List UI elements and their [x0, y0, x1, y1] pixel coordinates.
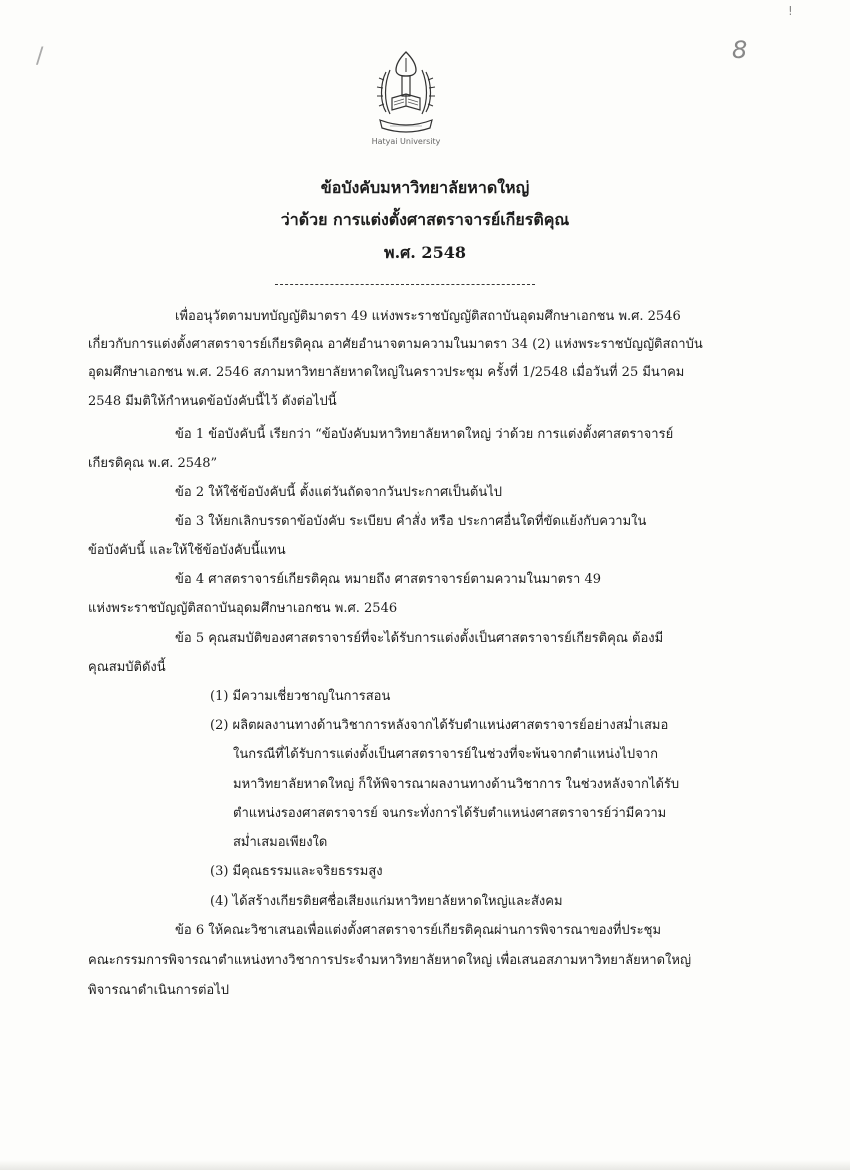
qualification-item-2-cont: มหาวิทยาลัยหาดใหญ่ ก็ให้พิจารณาผลงานทางด้านวิชาการ ในช่วงหลังจากได้รับ [233, 777, 680, 792]
university-seal-logo [372, 50, 440, 142]
preamble-line: 2548 มีมติให้กำหนดข้อบังคับนี้ไว้ ดังต่อไปนี้ [88, 394, 337, 409]
preamble-line: เพื่ออนุวัตตามบทบัญญัติมาตรา 49 แห่งพระราชบัญญัติสถาบันอุดมศึกษาเอกชน พ.ศ. 2546 [175, 309, 681, 324]
clause-6-cont: พิจารณาดำเนินการต่อไป [88, 983, 229, 998]
clause-5-cont: คุณสมบัติดังนี้ [88, 660, 166, 675]
clause-4-cont: แห่งพระราชบัญญัติสถาบันอุดมศึกษาเอกชน พ.ศ. 2546 [88, 601, 398, 616]
qualification-item-2-cont: ตำแหน่งรองศาสตราจารย์ จนกระทั่งการได้รับตำแหน่งศาสตราจารย์ว่ามีความ [233, 806, 667, 821]
qualification-item-1: (1) มีความเชี่ยวชาญในการสอน [210, 689, 391, 704]
clause-3: ข้อ 3 ให้ยกเลิกบรรดาข้อบังคับ ระเบียบ คำสั่ง หรือ ประกาศอื่นใดที่ขัดแย้งกับความใน [175, 514, 647, 529]
qualification-item-2: (2) ผลิตผลงานทางด้านวิชาการหลังจากได้รับตำแหน่งศาสตราจารย์อย่างสม่ำเสมอ [210, 718, 669, 733]
clause-3-cont: ข้อบังคับนี้ และให้ใช้ข้อบังคับนี้แทน [88, 543, 286, 558]
clause-6-cont: คณะกรรมการพิจารณาตำแหน่งทางวิชาการประจำมหาวิทยาลัยหาดใหญ่ เพื่อเสนอสภามหาวิทยาลัยหาดใหญ่ [88, 953, 692, 968]
preamble-line: อุดมศึกษาเอกชน พ.ศ. 2546 สภามหาวิทยาลัยหาดใหญ่ในคราวประชุม ครั้งที่ 1/2548 เมื่อวันที่ 25 มีนาคม [88, 365, 685, 380]
clause-5: ข้อ 5 คุณสมบัติของศาสตราจารย์ที่จะได้รับการแต่งตั้งเป็นศาสตราจารย์เกียรติคุณ ต้องมี [175, 631, 664, 646]
qualification-item-2-cont: ในกรณีที่ได้รับการแต่งตั้งเป็นศาสตราจารย์ในช่วงที่จะพ้นจากตำแหน่งไปจาก [233, 747, 658, 762]
clause-1: ข้อ 1 ข้อบังคับนี้ เรียกว่า “ข้อบังคับมหาวิทยาลัยหาดใหญ่ ว่าด้วย การแต่งตั้งศาสตราจารย์ [175, 427, 674, 442]
corner-mark: ! [788, 4, 793, 18]
university-seal-icon [372, 50, 440, 142]
clause-2: ข้อ 2 ให้ใช้ข้อบังคับนี้ ตั้งแต่วันถัดจากวันประกาศเป็นต้นไป [175, 485, 503, 500]
document-year: พ.ศ. 2548 [384, 243, 466, 262]
clause-6: ข้อ 6 ให้คณะวิชาเสนอเพื่อแต่งตั้งศาสตราจารย์เกียรติคุณผ่านการพิจารณาของที่ประชุม [175, 923, 662, 938]
pen-stroke-mark: / [36, 44, 44, 69]
clause-1-cont: เกียรติคุณ พ.ศ. 2548” [88, 456, 218, 471]
document-subtitle: ว่าด้วย การแต่งตั้งศาสตราจารย์เกียรติคุณ [280, 210, 570, 229]
preamble-line: เกี่ยวกับการแต่งตั้งศาสตราจารย์เกียรติคุณ อาศัยอำนาจตามความในมาตรา 34 (2) แห่งพระราชบัญญัติสถาบัน [88, 337, 703, 352]
logo-caption: Hatyai University [371, 137, 441, 146]
qualification-item-3: (3) มีคุณธรรมและจริยธรรมสูง [210, 864, 383, 879]
qualification-item-2-cont: สม่ำเสมอเพียงใด [233, 835, 328, 850]
document-title: ข้อบังคับมหาวิทยาลัยหาดใหญ่ [320, 178, 530, 197]
handwritten-page-number: 8 [732, 36, 748, 64]
scan-bottom-edge [0, 1160, 850, 1170]
title-divider [275, 284, 535, 285]
qualification-item-4: (4) ได้สร้างเกียรติยศชื่อเสียงแก่มหาวิทยาลัยหาดใหญ่และสังคม [210, 894, 563, 909]
clause-4: ข้อ 4 ศาสตราจารย์เกียรติคุณ หมายถึง ศาสตราจารย์ตามความในมาตรา 49 [175, 572, 602, 587]
